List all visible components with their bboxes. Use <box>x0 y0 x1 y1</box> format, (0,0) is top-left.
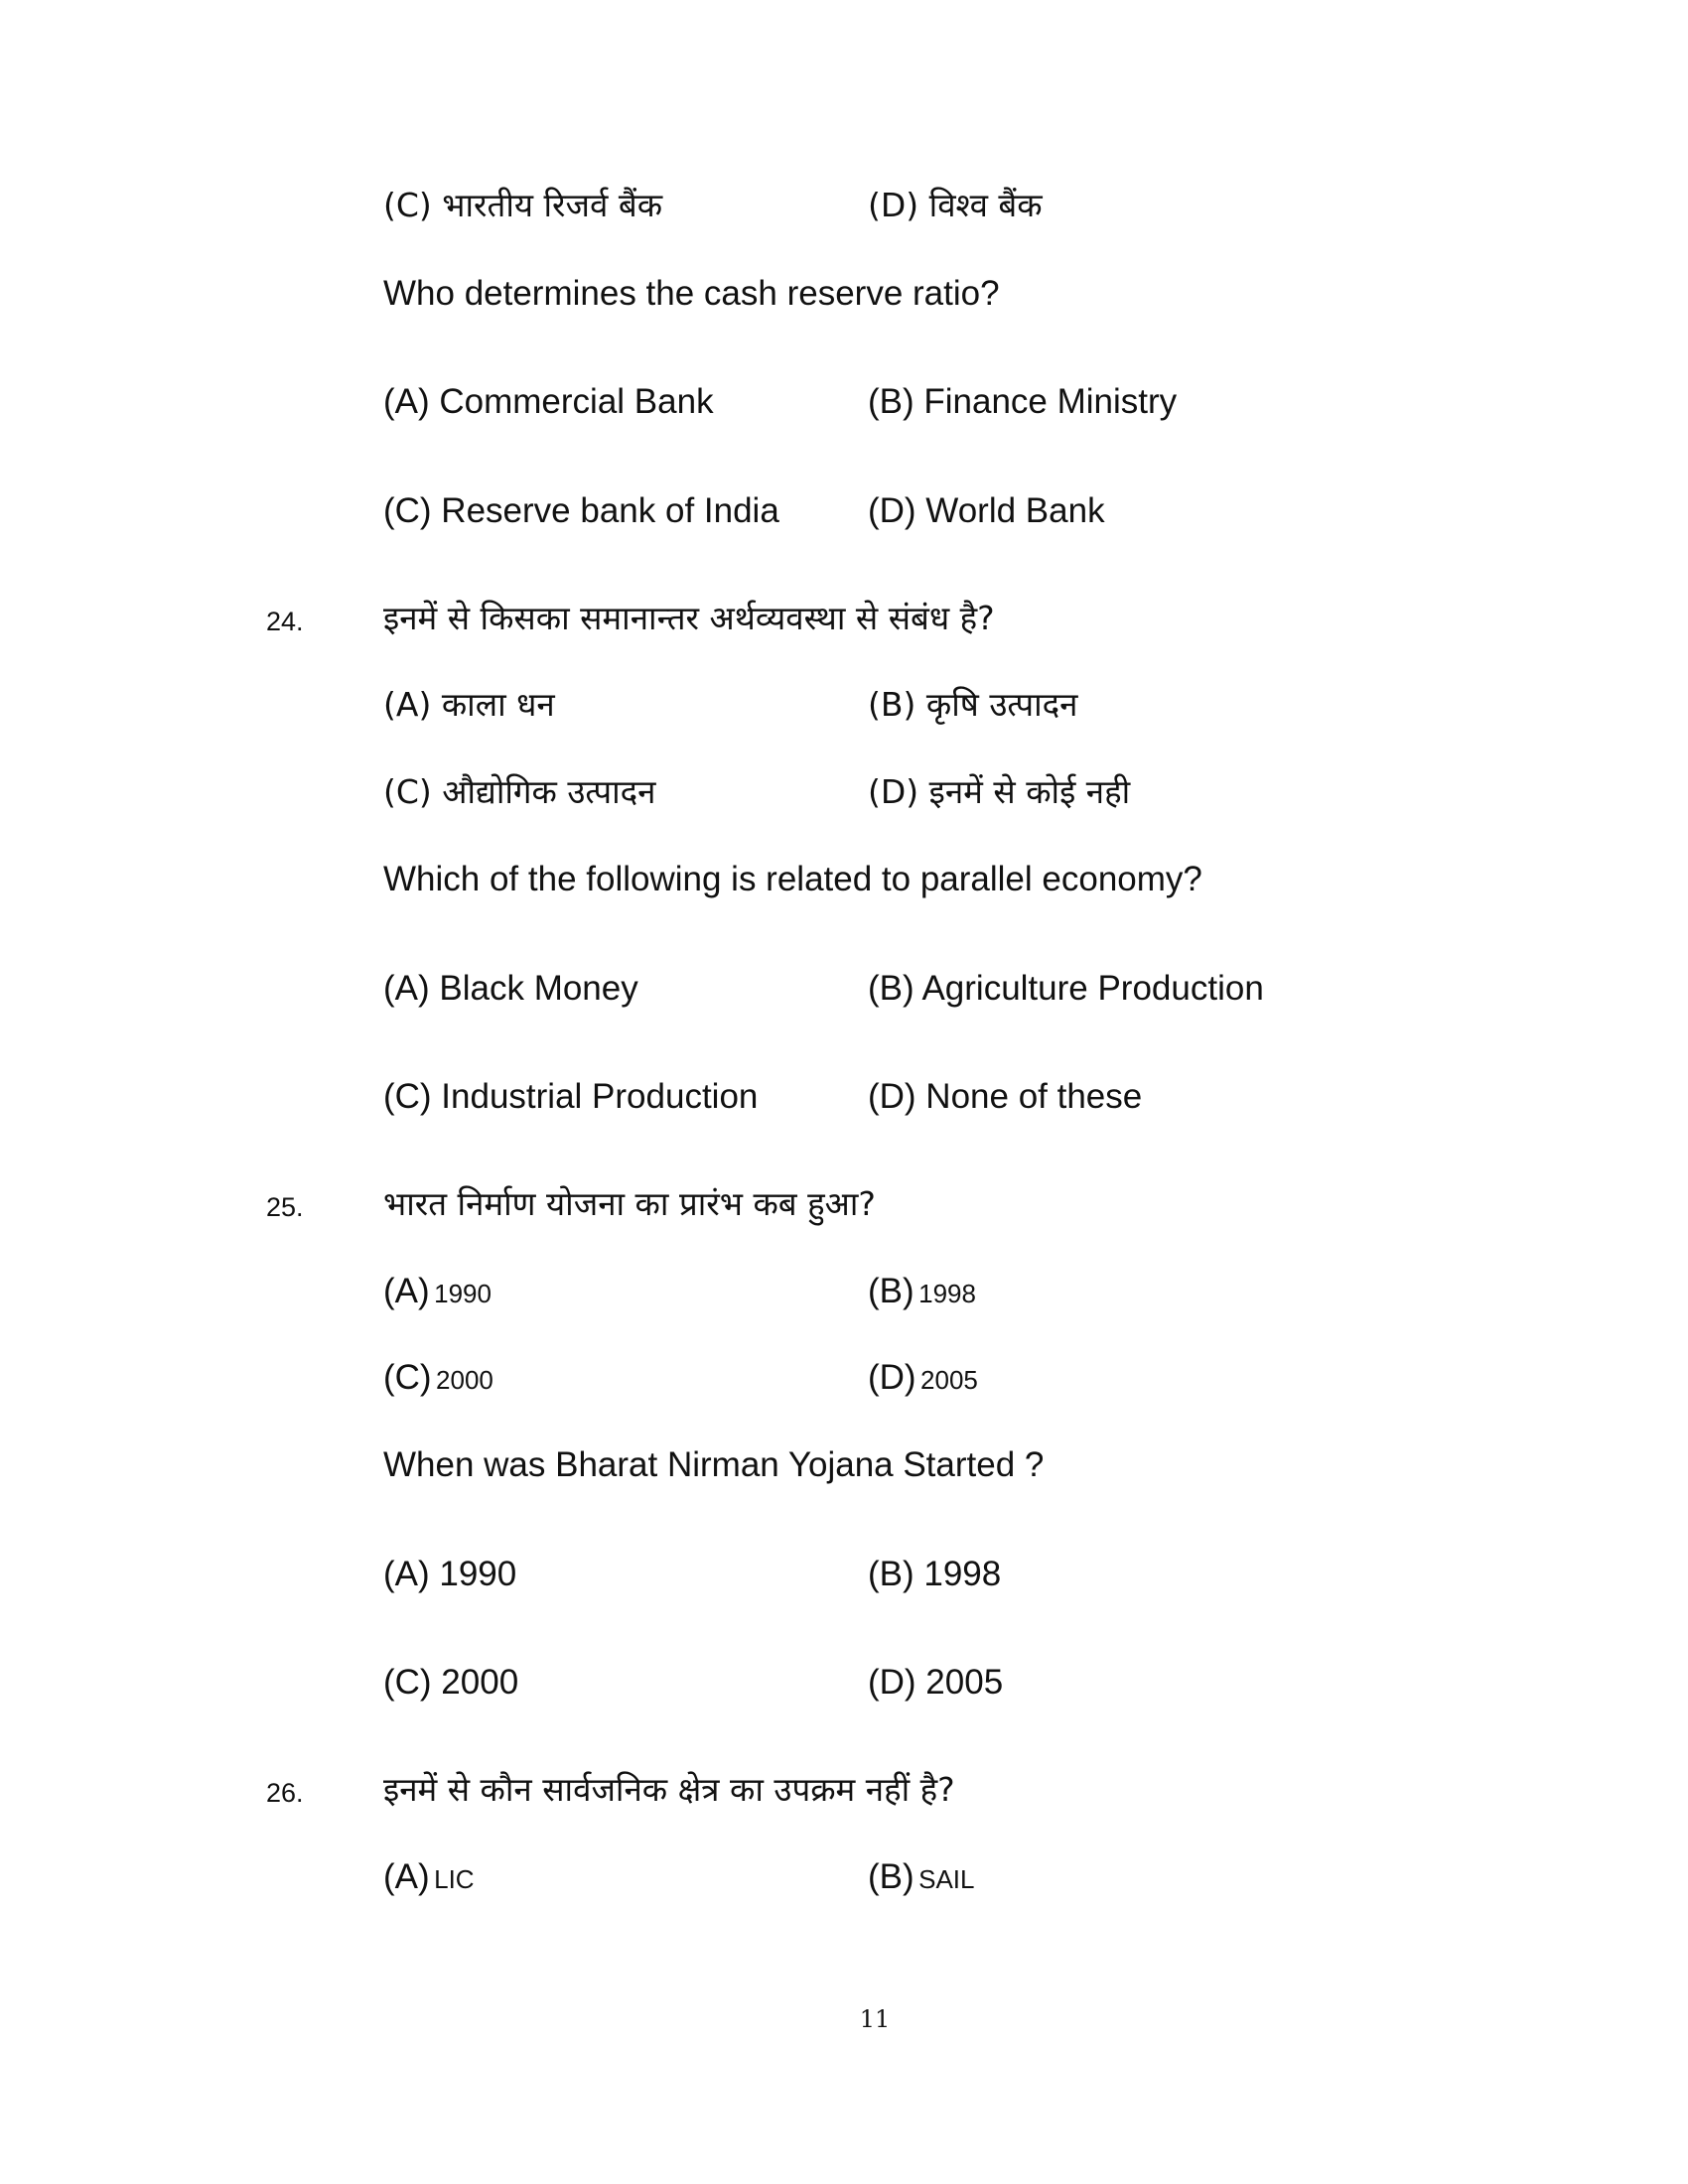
q25-number: 25. <box>266 1192 304 1222</box>
q23-en-option-d: (D) World Bank <box>868 491 1105 530</box>
q23-hi-option-c: (C) भारतीय रिजर्व बैंक <box>383 186 663 224</box>
option-value: 1990 <box>434 1279 492 1308</box>
option-label: (D) <box>868 1358 916 1397</box>
q23-hi-option-d: (D) विश्व बैंक <box>868 186 1043 224</box>
q24-en-option-d: (D) None of these <box>868 1077 1143 1116</box>
q24-hi-option-c: (C) औद्योगिक उत्पादन <box>383 772 656 811</box>
q25-hi-option-c <box>383 1360 493 1395</box>
q25-en-question: When was Bharat Nirman Yojana Started ? <box>383 1445 1045 1484</box>
option-label: (A) <box>383 1272 430 1310</box>
q24-number: 24. <box>266 607 304 636</box>
option-value: LIC <box>434 1864 475 1894</box>
q23-en-option-c: (C) Reserve bank of India <box>383 491 779 530</box>
q24-hi-option-a: (A) काला धन <box>383 685 555 724</box>
q24-hi-option-d: (D) इनमें से कोई नही <box>868 772 1131 811</box>
q24-en-option-a: (A) Black Money <box>383 969 638 1008</box>
option-value: 2005 <box>920 1365 978 1395</box>
q26-hi-question: इनमें से कौन सार्वजनिक क्षेत्र का उपक्रम नहीं है? <box>383 1770 955 1809</box>
q24-en-option-c: (C) Industrial Production <box>383 1077 759 1116</box>
q25-en-option-a: (A) 1990 <box>383 1555 517 1593</box>
q26-number: 26. <box>266 1778 304 1808</box>
q26-hi-option-b <box>868 1859 974 1894</box>
q25-hi-option-d <box>868 1360 978 1395</box>
q25-en-option-b: (B) 1998 <box>868 1555 1002 1593</box>
q23-en-question: Who determines the cash reserve ratio? <box>383 274 1000 313</box>
q26-hi-option-a <box>383 1859 475 1894</box>
q25-en-option-d: (D) 2005 <box>868 1663 1004 1702</box>
option-label: (B) <box>868 1272 914 1310</box>
q24-en-question: Which of the following is related to parallel economy? <box>383 860 1202 898</box>
option-value: SAIL <box>918 1864 975 1894</box>
option-value: 1998 <box>918 1279 976 1308</box>
q24-hi-option-b: (B) कृषि उत्पादन <box>868 685 1078 724</box>
option-value: 2000 <box>436 1365 493 1395</box>
page-number: 11 <box>859 2005 891 2033</box>
q23-en-option-a: (A) Commercial Bank <box>383 382 714 421</box>
option-label: (A) <box>383 1857 430 1896</box>
q24-hi-question: इनमें से किसका समानान्तर अर्थव्यवस्था से संबंध है? <box>383 599 995 637</box>
q25-en-option-c: (C) 2000 <box>383 1663 519 1702</box>
option-label: (C) <box>383 1358 432 1397</box>
q24-en-option-b: (B) Agriculture Production <box>868 969 1264 1008</box>
q23-en-option-b: (B) Finance Ministry <box>868 382 1178 421</box>
q25-hi-question: भारत निर्माण योजना का प्रारंभ कब हुआ? <box>383 1184 876 1223</box>
q25-hi-option-b <box>868 1274 976 1308</box>
q25-hi-option-a <box>383 1274 492 1308</box>
option-label: (B) <box>868 1857 914 1896</box>
